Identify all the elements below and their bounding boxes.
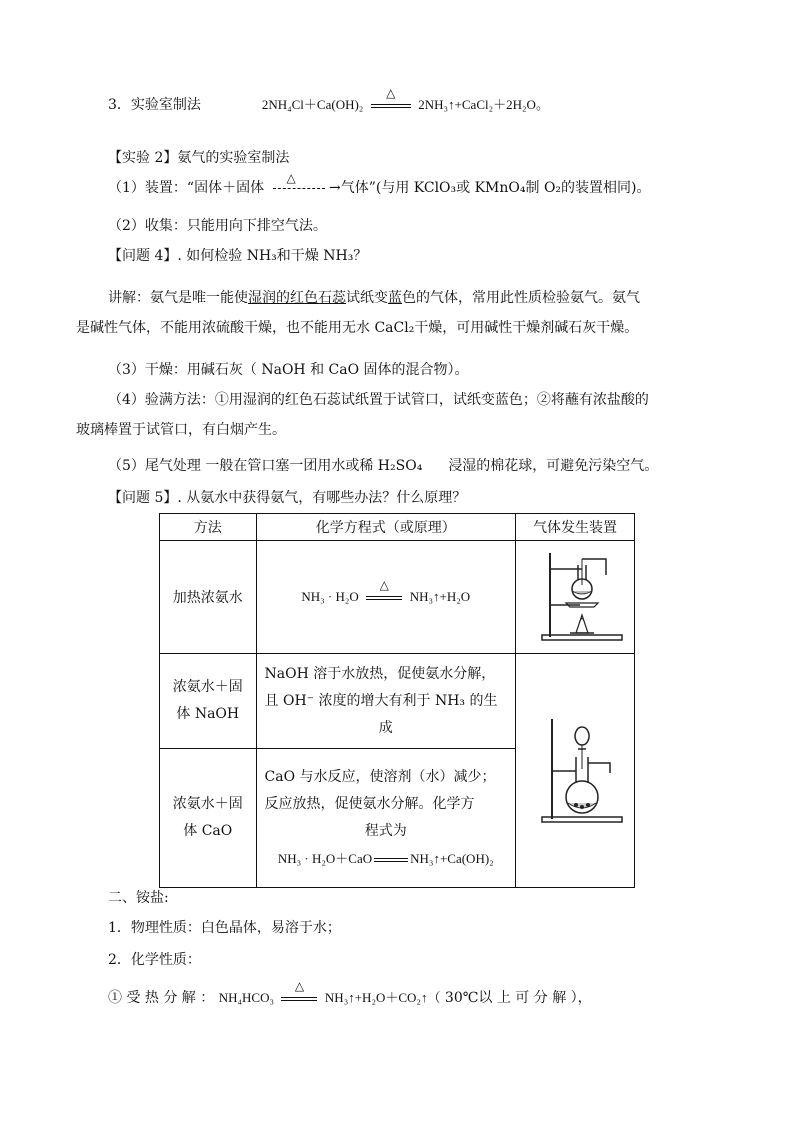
table-row (160, 654, 635, 749)
header-method: 方法 (160, 514, 257, 541)
equation-cell: NH₃ · H₂O △ NH₃↑+H₂O (256, 541, 516, 654)
equation-left: 2NH₄Cl＋Ca(OH)₂ (261, 97, 364, 112)
method-cell: 加热浓氨水 (160, 541, 257, 654)
question-4: 【问题 4】. 如何检验 NH₃和干燥 NH₃？ (108, 248, 368, 264)
principle-cell: NaOH 溶于水放热，促使氨水分解， 且 OH⁻ 浓度的增大有利于 NH₃ 的生 成 (256, 654, 516, 749)
cao-equation: NH₃ · H₂O＋CaO NH₃↑+Ca(OH)₂ (277, 851, 494, 866)
section-2-heading: 二、铵盐: (108, 890, 169, 906)
explanation-line-2: 是碱性气体，不能用浓硫酸干燥，也不能用无水 CaCl₂干燥，可用碱性干燥剂碱石灰干燥。 (76, 320, 639, 336)
full-check-line-2: 玻璃棒置于试管口，有白烟产生。 (76, 422, 286, 438)
lab-method-line (108, 86, 549, 115)
drying-line: （3）干燥：用碱石灰（ NaOH 和 CaO 固体的混合物）。 (108, 362, 469, 378)
apparatus-cell (516, 541, 635, 654)
question-5: 【问题 5】. 从氨水中获得氨气，有哪些办法？什么原理？ (108, 490, 467, 506)
dropping-apparatus-image (520, 709, 630, 829)
lab-method-label: 3．实验室制法 (108, 97, 201, 113)
table-row (160, 541, 635, 654)
heating-apparatus-image (520, 545, 630, 645)
device-line: （1）装置：“固体＋固体 △ →气体”(与用 KClO₃或 KMnO₄制 O₂的装置相同)。 (108, 171, 651, 196)
header-apparatus: 气体发生装置 (516, 514, 635, 541)
heat-arrow: △ (279, 988, 319, 1008)
methods-table (159, 513, 635, 888)
heat-dashed-arrow: △ (269, 178, 325, 198)
chemical-properties: 2．化学性质： (108, 952, 201, 968)
full-check-line-1: （4）验满方法：①用湿润的红色石蕊试纸置于试管口，试纸变蓝色；②将蘸有浓盐酸的 (108, 392, 649, 408)
tail-gas-line: （5）尾气处理 一般在管口塞一团用水或稀 H₂SO₄ 浸湿的棉花球，可避免污染空气。 (108, 458, 659, 474)
apparatus-cell (516, 654, 635, 888)
underlined-text: 湿润的红色石蕊 (248, 290, 346, 306)
heat-arrow: △ (364, 587, 404, 607)
experiment-2-heading: 【实验 2】氨气的实验室制法 (108, 150, 290, 166)
physical-properties: 1．物理性质：白色晶体，易溶于水； (108, 920, 341, 936)
equation-right: 2NH₃↑+CaCl₂＋2H₂O。 (418, 97, 549, 112)
collection-line: （2）收集：只能用向下排空气法。 (108, 218, 327, 234)
explanation-line-1: 讲解：氨气是唯一能使湿润的红色石蕊试纸变蓝色的气体，常用此性质检验氨气。氨气 (108, 290, 640, 306)
principle-cell: CaO 与水反应，使溶剂（水）减少； 反应放热，促使氨水分解。化学方 程式为 NH₃ · H₂O＋CaO NH₃↑+Ca(OH)₂ (256, 749, 516, 888)
header-equation: 化学方程式（或原理） (256, 514, 516, 541)
method-cell: 浓氨水＋固 体 CaO (160, 749, 257, 888)
heat-arrow: △ (369, 95, 413, 115)
decomposition-line: ① 受 热 分 解 ： NH₄HCO₃ △ NH₃↑+H₂O＋CO₂↑（ 30℃以 上 可 分 解 ）， (108, 979, 592, 1006)
underlined-text: 蓝 (388, 290, 402, 306)
method-cell: 浓氨水＋固 体 NaOH (160, 654, 257, 749)
